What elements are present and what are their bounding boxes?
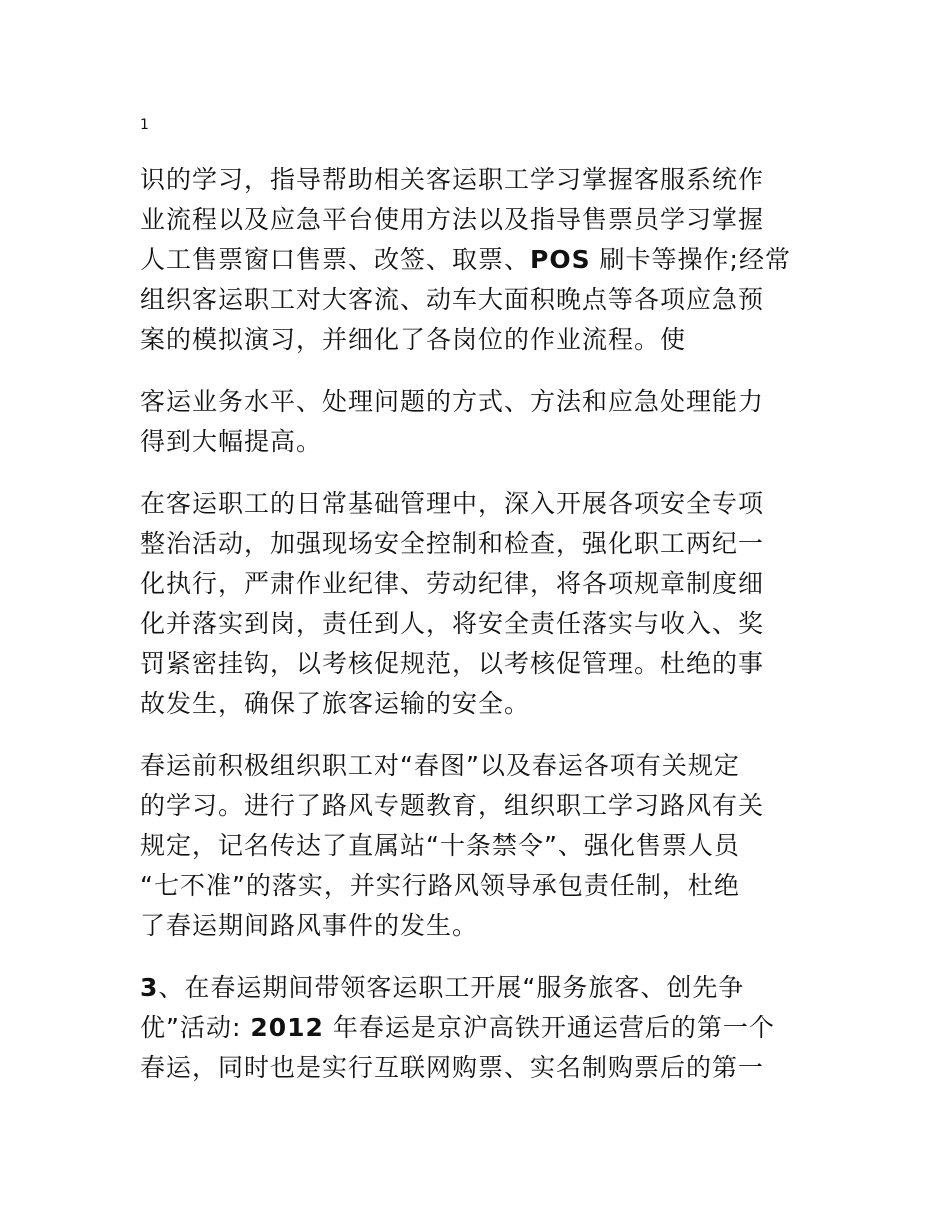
text-line: 优”活动: 2012 年春运是京沪高铁开通运营后的第一个 bbox=[140, 1013, 775, 1042]
text-line: 业流程以及应急平台使用方法以及指导售票员学习掌握 bbox=[140, 205, 765, 234]
document-body bbox=[140, 160, 820, 1110]
text-line: 春运，同时也是实行互联网购票、实名制购票后的第一 bbox=[140, 1053, 765, 1082]
paragraph-5 bbox=[140, 968, 820, 1088]
text-line: 了春运期间路风事件的发生。 bbox=[140, 911, 479, 940]
text-line: 化执行，严肃作业纪律、劳动纪律，将各项规章制度细 bbox=[140, 569, 765, 598]
text-line: 化并落实到岗，责任到人，将安全责任落实与收入、奖 bbox=[140, 609, 765, 638]
text-line: 3、在春运期间带领客运职工开展“服务旅客、创先争 bbox=[140, 973, 745, 1002]
text-line: 罚紧密挂钩，以考核促规范，以考核促管理。杜绝的事 bbox=[140, 649, 765, 678]
text-line: 组织客运职工对大客流、动车大面积晚点等各项应急预 bbox=[140, 285, 765, 314]
text-line: 人工售票窗口售票、改签、取票、POS 刷卡等操作;经常 bbox=[140, 245, 791, 274]
text-line: 客运业务水平、处理问题的方式、方法和应急处理能力 bbox=[140, 387, 765, 416]
text-line: 春运前积极组织职工对“春图”以及春运各项有关规定 bbox=[140, 751, 740, 780]
text-line: 的学习。进行了路风专题教育，组织职工学习路风有关 bbox=[140, 791, 765, 820]
text-line: 识的学习，指导帮助相关客运职工学习掌握客服系统作 bbox=[140, 165, 765, 194]
paragraph-4 bbox=[140, 746, 820, 946]
paragraph-2 bbox=[140, 382, 820, 462]
paragraph-1 bbox=[140, 160, 820, 360]
text-line: 整治活动，加强现场安全控制和检查，强化职工两纪一 bbox=[140, 529, 765, 558]
text-line: “七不准”的落实，并实行路风领导承包责任制，杜绝 bbox=[140, 871, 740, 900]
paragraph-3 bbox=[140, 484, 820, 724]
text-line: 在客运职工的日常基础管理中，深入开展各项安全专项 bbox=[140, 489, 765, 518]
page-number: 1 bbox=[140, 117, 149, 133]
text-line: 规定，记名传达了直属站“十条禁令”、强化售票人员 bbox=[140, 831, 740, 860]
text-line: 故发生，确保了旅客运输的安全。 bbox=[140, 689, 531, 718]
text-line: 案的模拟演习，并细化了各岗位的作业流程。使 bbox=[140, 325, 687, 354]
text-line: 得到大幅提高。 bbox=[140, 427, 323, 456]
